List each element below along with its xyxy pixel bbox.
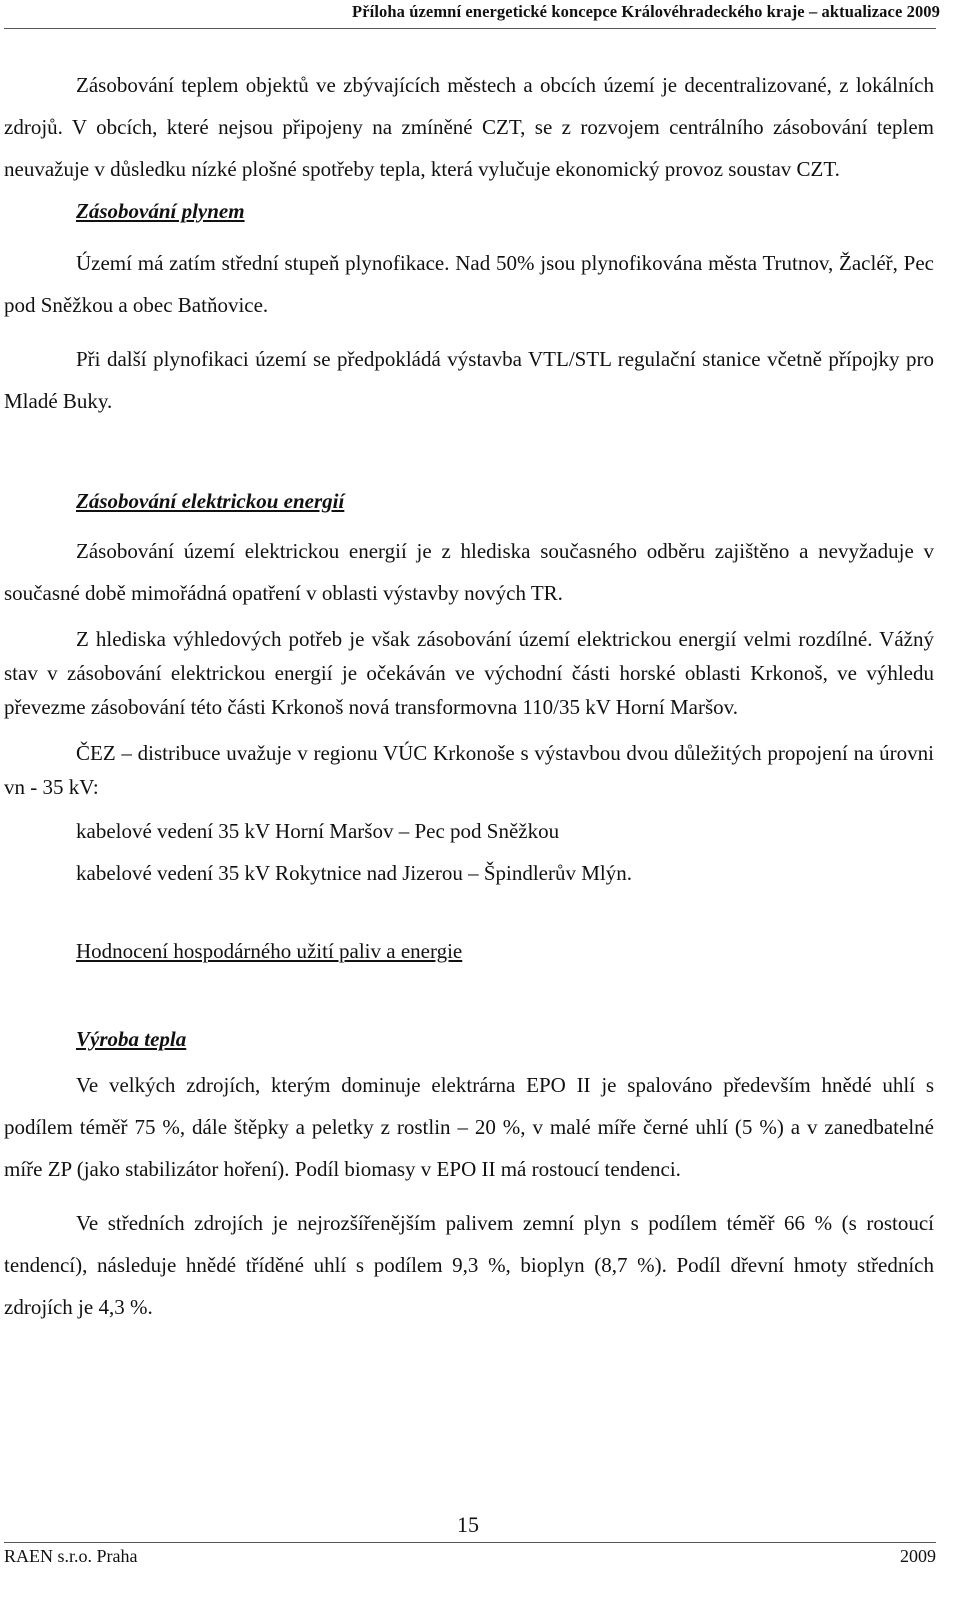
footer-year: 2009: [900, 1546, 936, 1566]
electric-heading: Zásobování elektrickou energií: [76, 489, 345, 513]
cable-item-1: kabelové vedení 35 kV Horní Maršov – Pec pod Sněžkou: [76, 819, 560, 843]
page-footer: [4, 1546, 936, 1567]
page-header: Příloha územní energetické koncepce Královéhradeckého kraje – aktualizace 2009: [352, 2, 940, 21]
electric-heading-row: [4, 480, 934, 522]
heat-production-heading: Výroba tepla: [76, 1027, 187, 1051]
heat-production-heading-row: [4, 1018, 934, 1060]
electric-paragraph-3: ČEZ – distribuce uvažuje v regionu VÚC Krkonoše s výstavbou dvou důležitých propojení na úrovni vn - 35 kV:: [4, 741, 934, 799]
document-body: [4, 64, 934, 1328]
gas-paragraph-1: Území má zatím střední stupeň plynofikace. Nad 50% jsou plynofikována města Trutnov, Žacléř, Pec pod Sněžkou a obec Batňovice.: [4, 251, 934, 317]
gas-heading-row: [4, 190, 934, 232]
header-divider: [4, 28, 936, 29]
heat-intro-paragraph: Zásobování teplem objektů ve zbývajících městech a obcích území je decentralizované, z lokálních zdrojů. V obcích, které nejsou připojeny na zmíněné CZT, se z rozvojem centrálního zásobování teplem neuvažuje v důsledku nízké plošné spotřeby tepla, která vylučuje ekonomický provoz soustav CZT.: [4, 73, 934, 181]
footer-divider: [4, 1542, 936, 1543]
heat-production-paragraph-1: Ve velkých zdrojích, kterým dominuje elektrárna EPO II je spalováno především hnědé uhlí s podílem téměř 75 %, dále štěpky a peletky z rostlin – 20 %, v malé míře černé uhlí (5 %) a v zanedbatelné míře ZP (jako stabilizátor hoření). Podíl biomasy v EPO II má rostoucí tendenci.: [4, 1073, 934, 1181]
electric-paragraph-1: Zásobování území elektrickou energií je z hlediska současného odběru zajištěno a nevyžaduje v současné době mimořádná opatření v oblasti výstavby nových TR.: [4, 539, 934, 605]
evaluation-heading-row: [4, 930, 934, 972]
page-number: 15: [457, 1512, 479, 1537]
electric-paragraph-2: Z hlediska výhledových potřeb je však zásobování území elektrickou energií velmi rozdílné. Vážný stav v zásobování elektrickou energií je očekáván ve východní části horské oblasti Krkonoš, ve výhledu převezme zásobování této části Krkonoš nová transformovna 110/35 kV Horní Maršov.: [4, 627, 934, 719]
heat-production-paragraph-2: Ve středních zdrojích je nejrozšířenějším palivem zemní plyn s podílem téměř 66 % (s rostoucí tendencí), následuje hnědé tříděné uhlí s podílem 9,3 %, bioplyn (8,7 %). Podíl dřevní hmoty středních zdrojích je 4,3 %.: [4, 1211, 934, 1319]
gas-paragraph-2: Při další plynofikaci území se předpokládá výstavba VTL/STL regulační stanice včetně přípojky pro Mladé Buky.: [4, 347, 934, 413]
evaluation-heading: Hodnocení hospodárného užití paliv a energie: [76, 939, 463, 963]
footer-company: RAEN s.r.o. Praha: [4, 1546, 138, 1566]
gas-heading: Zásobování plynem: [76, 199, 245, 223]
cable-item-2: kabelové vedení 35 kV Rokytnice nad Jizerou – Špindlerův Mlýn.: [76, 861, 633, 885]
